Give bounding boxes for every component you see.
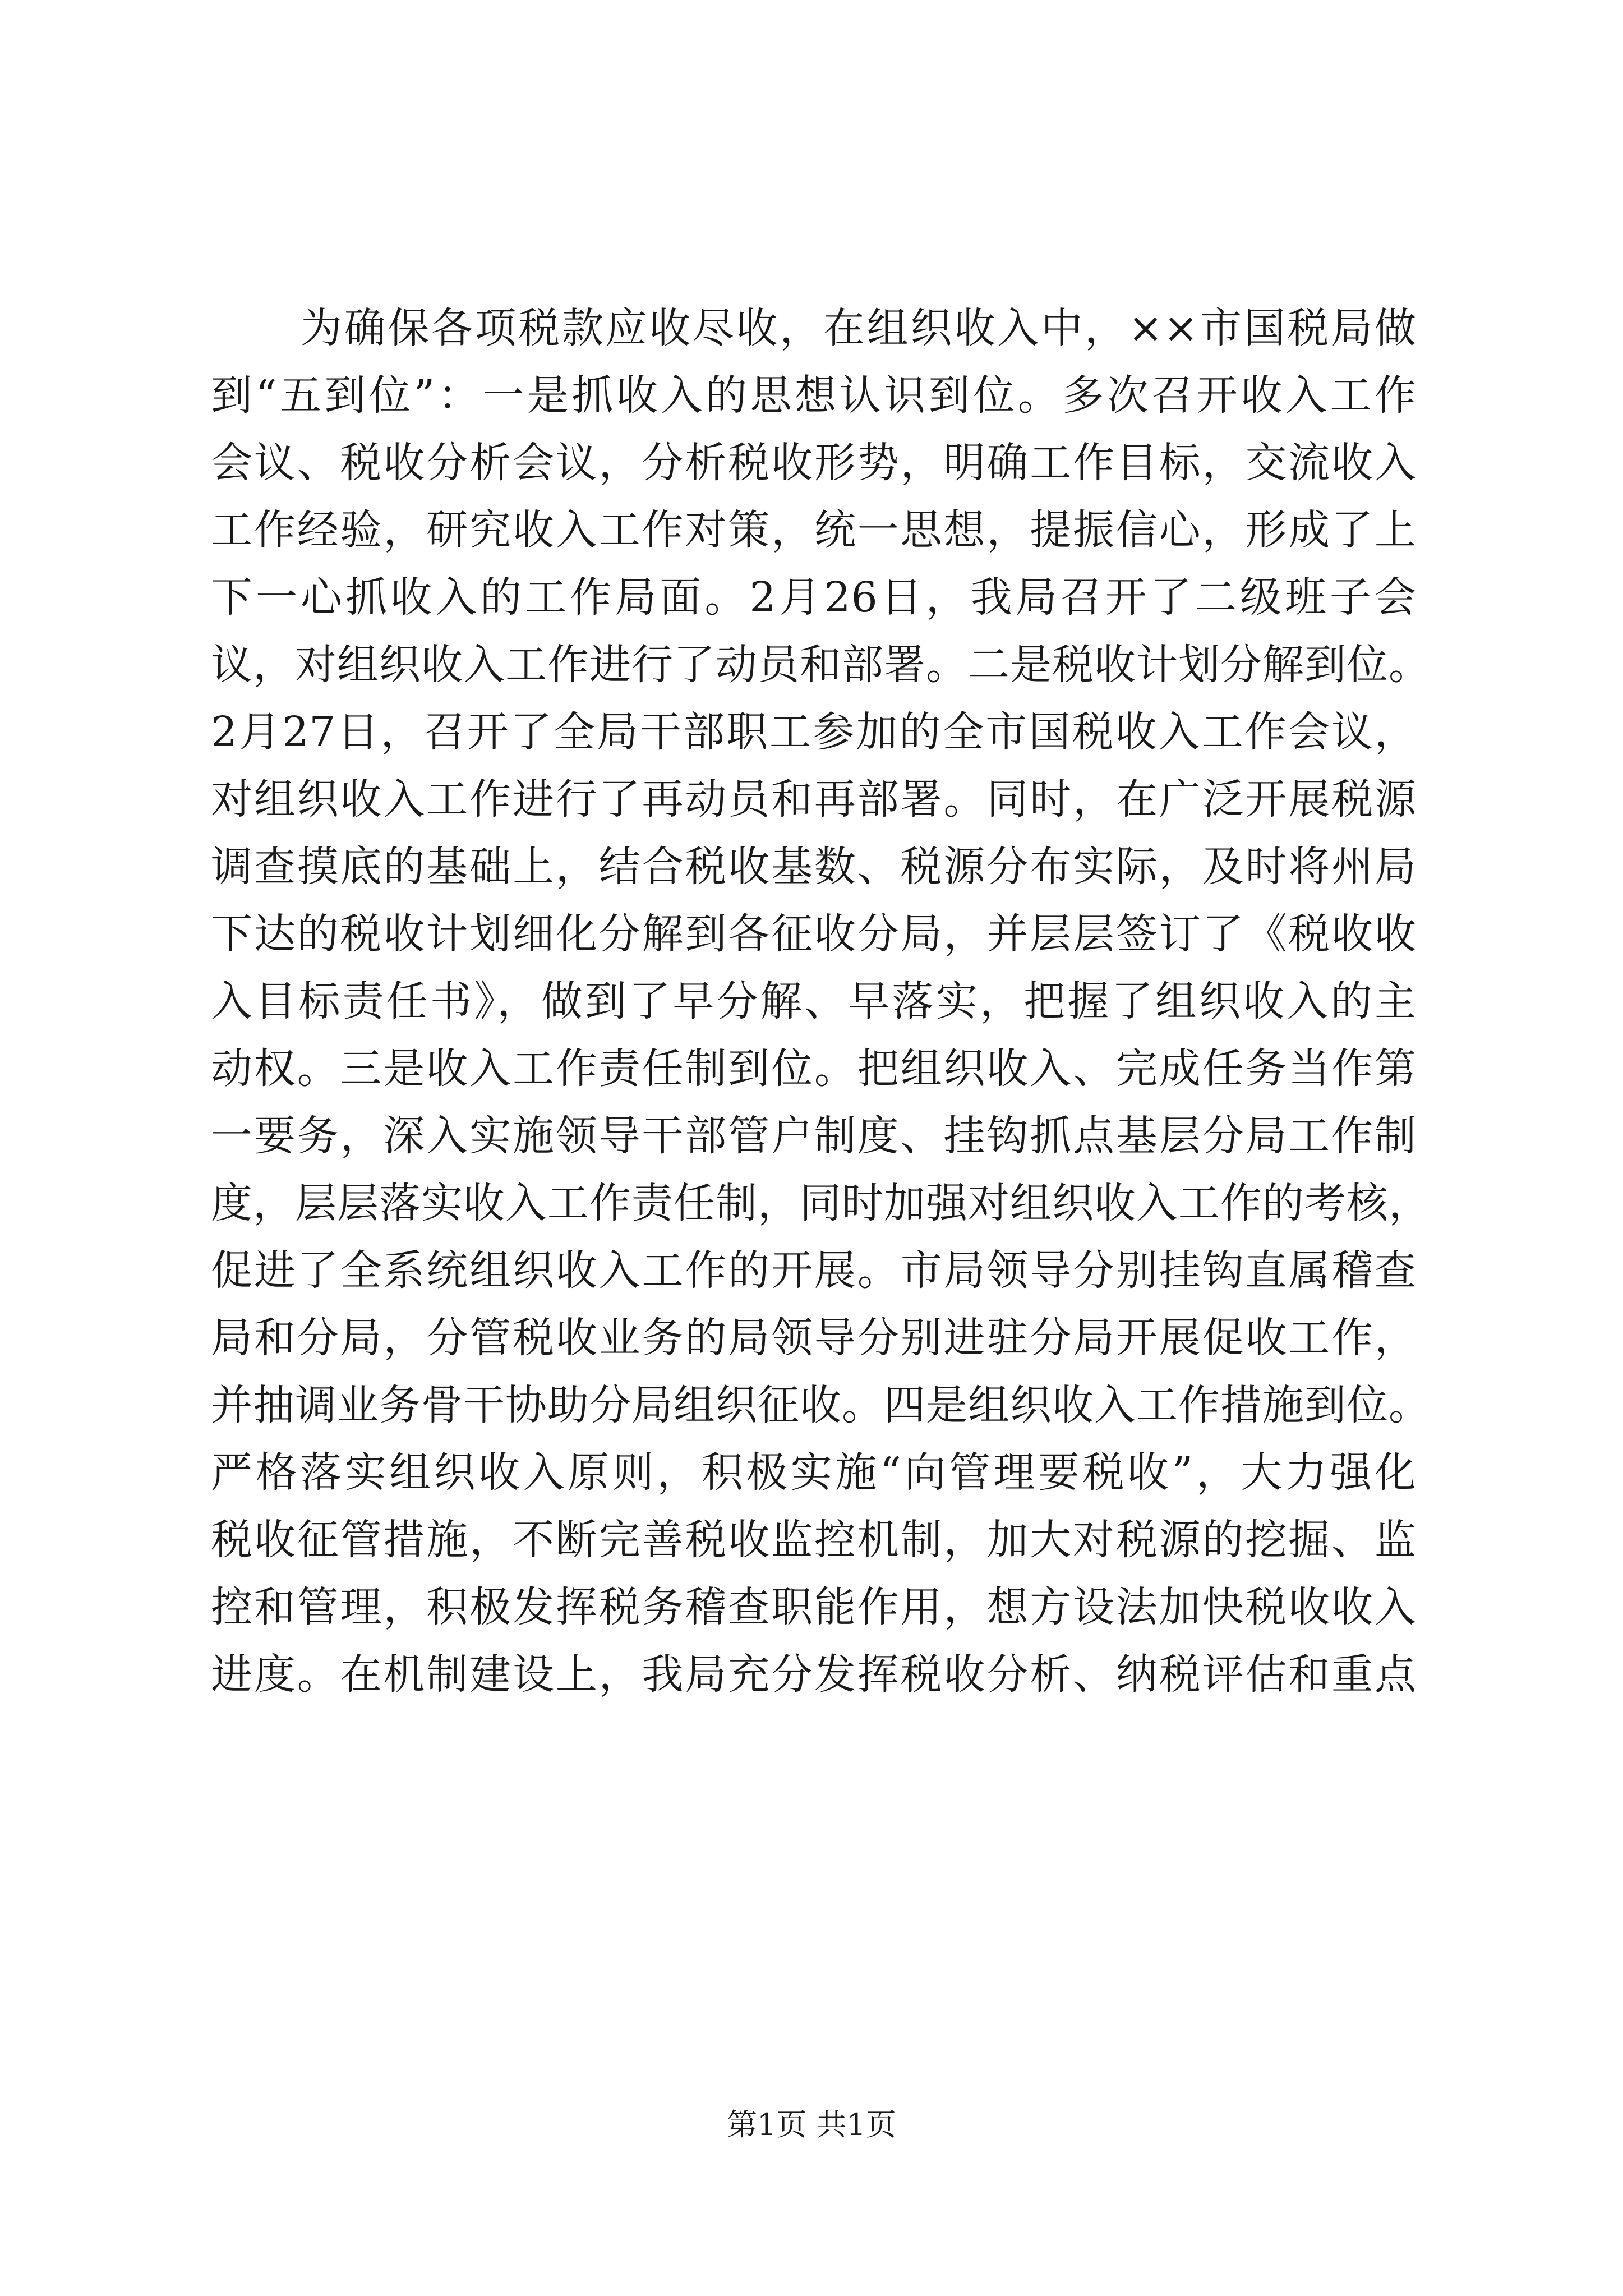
text-line: 入目标责任书》，做到了早分解、早落实，把握了组织收入的主 (211, 977, 1417, 1025)
text-line: 会议、税收分析会议，分析税收形势，明确工作目标，交流收入 (211, 439, 1417, 487)
text-line: 为确保各项税款应收尽收，在组织收入中，××市国税局做 (301, 304, 1417, 352)
text-line: 控和管理，积极发挥税务稽查职能作用，想方设法加快税收收入 (211, 1583, 1417, 1631)
text-line: 税收征管措施，不断完善税收监控机制，加大对税源的挖掘、监 (211, 1516, 1417, 1564)
text-line: 到“五到位”：一是抓收入的思想认识到位。多次召开收入工作 (211, 371, 1417, 420)
text-line: 并抽调业务骨干协助分局组织征收。四是组织收入工作措施到位。 (211, 1381, 1431, 1429)
text-line: 动权。三是收入工作责任制到位。把组织收入、完成任务当作第 (211, 1045, 1417, 1093)
text-line: 2月27日，召开了全局干部职工参加的全市国税收入工作会议， (211, 708, 1417, 756)
text-line: 下达的税收计划细化分解到各征收分局，并层层签订了《税收收 (211, 910, 1417, 958)
text-line: 工作经验，研究收入工作对策，统一思想，提振信心，形成了上 (211, 506, 1417, 554)
body-paragraph (211, 295, 1431, 2090)
text-line: 促进了全系统组织收入工作的开展。市局领导分别挂钩直属稽查 (211, 1246, 1417, 1295)
text-line: 对组织收入工作进行了再动员和再部署。同时，在广泛开展税源 (211, 775, 1417, 823)
text-line: 一要务，深入实施领导干部管户制度、挂钩抓点基层分局工作制 (211, 1112, 1417, 1160)
text-line: 下一心抓收入的工作局面。2月26日，我局召开了二级班子会 (211, 573, 1417, 622)
page-footer: 第1页 共1页 (727, 2107, 896, 2142)
text-line: 度，层层落实收入工作责任制，同时加强对组织收入工作的考核， (211, 1179, 1431, 1227)
text-line: 局和分局，分管税收业务的局领导分别进驻分局开展促收工作， (211, 1314, 1417, 1362)
text-line: 进度。在机制建设上，我局充分发挥税收分析、纳税评估和重点 (211, 1650, 1417, 1699)
text-line: 调查摸底的基础上，结合税收基数、税源分布实际，及时将州局 (211, 843, 1417, 891)
text-line: 议，对组织收入工作进行了动员和部署。二是税收计划分解到位。 (211, 641, 1431, 689)
text-line: 严格落实组织收入原则，积极实施“向管理要税收”，大力强化 (211, 1448, 1417, 1497)
